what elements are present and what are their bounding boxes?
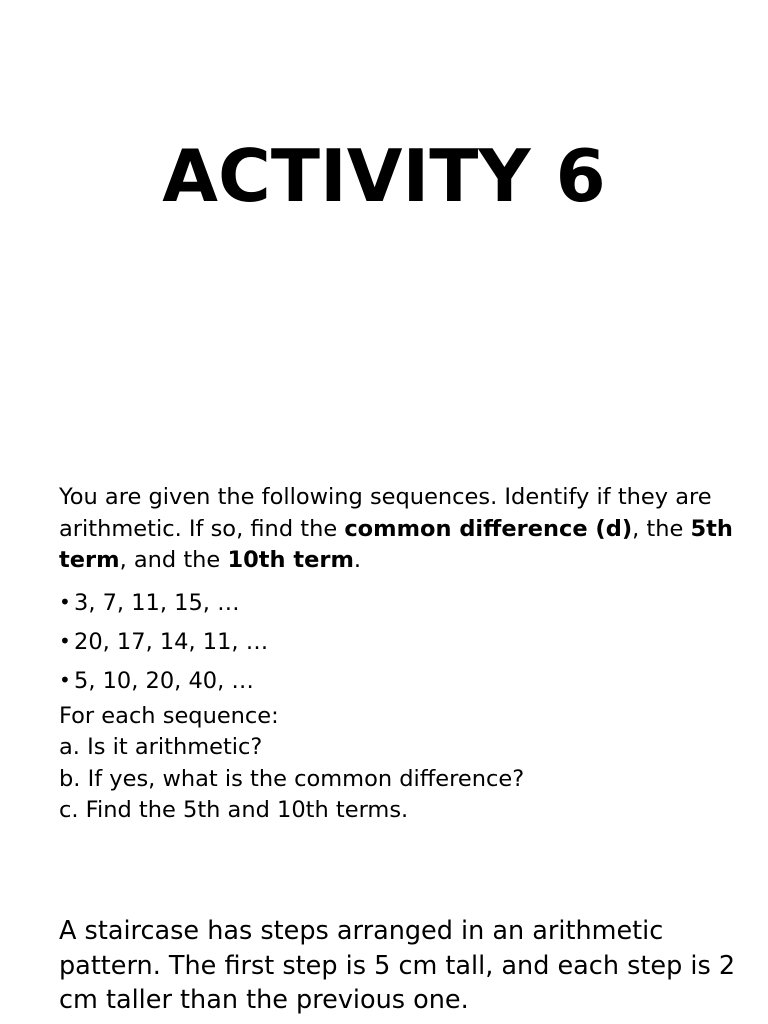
bullet-icon: • [59,589,71,614]
sequence-item [59,662,739,701]
intro-bold-5th-term: 5th term [59,515,733,573]
sequence-text: 20, 17, 14, 11, … [74,628,269,655]
intro-bold-10th-term: 10th term [227,547,354,573]
question-item: a. Is it arithmetic? [59,734,263,760]
slide-title: ACTIVITY 6 [162,134,606,218]
intro-text-2: , the [632,515,691,542]
question-item: c. Find the 5th and 10th terms. [59,797,409,823]
intro-text-3: , and the [119,547,228,573]
question-item: b. If yes, what is the common difference? [59,765,525,792]
sequence-list [59,584,739,701]
sequence-item [59,623,739,662]
questions-block [59,701,739,827]
bullet-icon: • [59,628,71,653]
word-problem: A staircase has steps arranged in an arithmetic pattern. The first step is 5 cm tall, and each step is 2 cm taller than the previous one. [59,916,736,1015]
intro-text-1: You are given the following sequences. Identify if they are arithmetic. If so, find the [59,484,712,542]
sequence-item [59,584,739,623]
bullet-icon: • [59,667,71,692]
sequence-text: 5, 10, 20, 40, … [74,667,254,694]
intro-bold-common-difference: common difference (d) [344,515,633,542]
instructions-block [59,482,739,827]
sequence-text: 3, 7, 11, 15, … [74,589,240,616]
intro-text-4: . [353,547,362,573]
questions-heading: For each sequence: [59,702,279,729]
instructions-intro [59,482,739,577]
